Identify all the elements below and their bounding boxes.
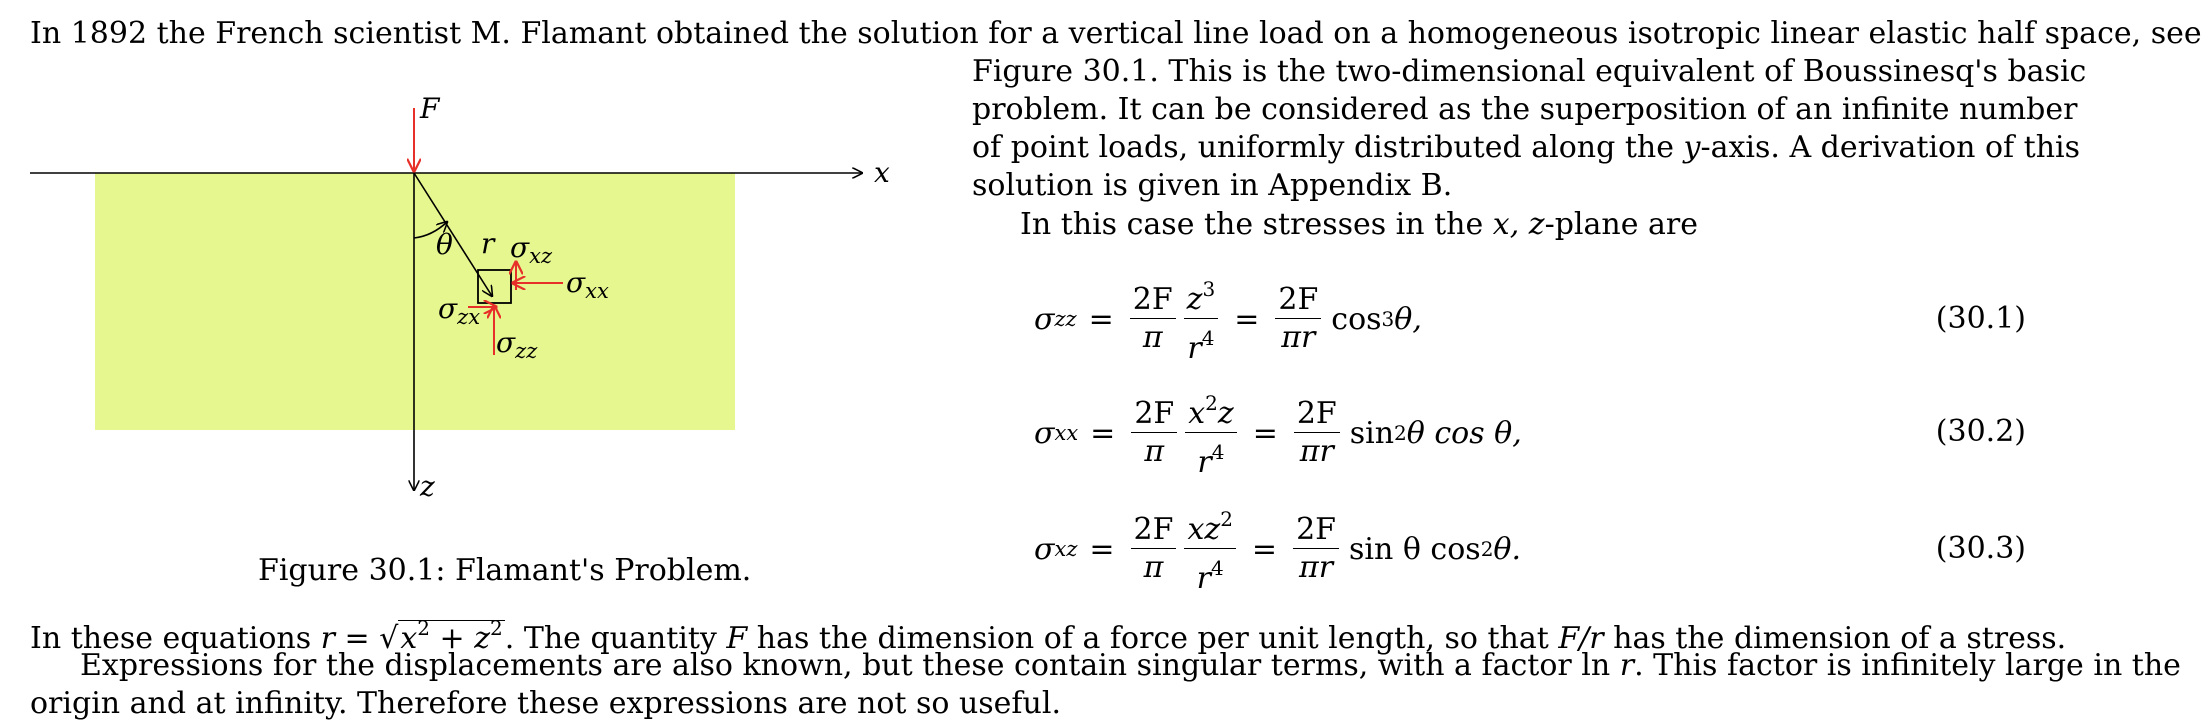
label-theta: θ xyxy=(436,228,453,261)
trig: sin θ cos xyxy=(1348,531,1481,567)
sigma: σ xyxy=(438,292,458,325)
den-base: r xyxy=(1196,561,1211,596)
fraction-3 xyxy=(1293,513,1339,585)
paragraph-1-line-1: In 1892 the French scientist M. Flamant obtained the solution for a vertical line load on a homogeneous isotropic linear elastic half space, see xyxy=(30,16,2202,51)
equation-30-3: σ xz = $\frac{2F}{\pi}$ $\frac{xz^2}{r^4}$ = $\frac{2F}{\pi r}$ sin θ cos 2 θ. xyxy=(1034,509,1521,589)
denominator: πr xyxy=(1298,550,1334,585)
text: -axis. A derivation of this xyxy=(1700,130,2081,165)
num-base: z xyxy=(1186,282,1203,317)
paragraph-1-line-2: Figure 30.1. This is the two-dimensional equivalent of Boussinesq's basic xyxy=(972,54,2087,89)
label-r: r xyxy=(481,227,495,260)
trig: sin xyxy=(1349,415,1395,451)
fraction-3 xyxy=(1275,283,1321,355)
tail: θ cos θ, xyxy=(1406,415,1522,451)
num-sup: 2 xyxy=(1205,391,1218,415)
text: In this case the stresses in the xyxy=(1020,207,1493,242)
equation-30-1: σ zz = $\frac{2F}{\pi}$ $\frac{z^3}{r^4}$ = $\frac{2F}{\pi r}$ cos 3 θ, xyxy=(1034,279,1422,359)
numerator: 2F xyxy=(1130,283,1176,319)
sub: xx xyxy=(585,279,609,303)
equation-number: (30.2) xyxy=(1935,414,2026,449)
sigma: σ xyxy=(496,326,516,359)
sub: xz xyxy=(529,244,553,268)
equation-30-2: σ xx = $\frac{2F}{\pi}$ $\frac{x^2z}{r^4}$ = $\frac{2F}{\pi r}$ sin 2 θ cos θ, xyxy=(1034,393,1522,473)
half-space-region xyxy=(95,173,735,430)
denominator: πr xyxy=(1281,320,1316,355)
numerator: 2F xyxy=(1131,513,1177,549)
lhs-sub: zz xyxy=(1054,307,1077,331)
var-F: F xyxy=(726,621,748,656)
trig-sup: 2 xyxy=(1394,421,1407,445)
paragraph-1-line-4 xyxy=(972,129,2081,167)
text: has the dimension of a force per unit length, so that xyxy=(747,621,1559,656)
den-base: r xyxy=(1197,445,1212,480)
fraction-1 xyxy=(1131,397,1177,469)
sqrt-content: $x^2 + z^2$ xyxy=(400,616,503,656)
equation-number: (30.3) xyxy=(1935,531,2026,566)
num-sup: 3 xyxy=(1202,277,1216,301)
numerator: 2F xyxy=(1294,397,1340,433)
sub: zx xyxy=(457,305,481,329)
var-r: r xyxy=(1619,648,1635,683)
sigma: σ xyxy=(1034,531,1055,567)
ln: ln xyxy=(1581,648,1620,683)
flamant-figure xyxy=(0,90,930,530)
text: Expressions for the displacements are also known, but these contain singular terms, with a factor xyxy=(80,648,1582,683)
sub: zz xyxy=(515,339,538,363)
trig-sup: 3 xyxy=(1381,307,1395,331)
figure-caption: Figure 30.1: Flamant's Problem. xyxy=(258,553,752,588)
denominator: π xyxy=(1142,320,1163,355)
fraction-3 xyxy=(1294,397,1340,469)
paragraph-4-line-2: origin and at infinity. Therefore these expressions are not so useful. xyxy=(30,686,1061,721)
var-r: r xyxy=(320,621,335,656)
sqrt-sign: √ xyxy=(379,621,399,656)
trig: cos xyxy=(1331,301,1382,337)
paragraph-1-line-3: problem. It can be considered as the superposition of an infinite number xyxy=(972,92,2078,127)
text: . This factor is infinitely large in the xyxy=(1634,648,2181,683)
label-z: z xyxy=(420,470,435,503)
equation-number: (30.1) xyxy=(1935,301,2026,336)
text: . The quantity xyxy=(504,621,727,656)
numerator: 2F xyxy=(1293,513,1339,549)
num-base: x xyxy=(1188,396,1206,431)
lhs-sub: xx xyxy=(1054,421,1079,445)
denominator: πr xyxy=(1299,434,1334,469)
fraction-2 xyxy=(1185,386,1236,480)
var-y: y xyxy=(1683,130,1701,165)
den-base: r xyxy=(1187,331,1202,366)
numerator: 2F xyxy=(1275,283,1321,319)
var-F-over-r: F/r xyxy=(1558,621,1604,656)
trig-sup: 2 xyxy=(1480,537,1494,561)
lhs-sub: xz xyxy=(1054,537,1078,561)
text: has the dimension of a stress. xyxy=(1603,621,2067,656)
sigma: σ xyxy=(510,231,530,264)
den-sup: 4 xyxy=(1201,326,1215,350)
sigma: σ xyxy=(1034,415,1055,451)
paragraph-2 xyxy=(1020,206,1698,244)
numerator: 2F xyxy=(1131,397,1177,433)
num-base: xz xyxy=(1187,512,1221,547)
den-sup: 4 xyxy=(1211,440,1225,464)
vars-xz: x, z xyxy=(1492,207,1545,242)
sigma: σ xyxy=(1034,301,1055,337)
paragraph-1-line-5: solution is given in Appendix B. xyxy=(972,168,1453,203)
sigma: σ xyxy=(566,266,586,299)
fraction-2 xyxy=(1184,272,1219,366)
tail: θ. xyxy=(1493,531,1522,567)
tail: θ, xyxy=(1394,301,1422,337)
label-x: x xyxy=(874,156,890,189)
equals: = xyxy=(335,621,380,656)
label-F: F xyxy=(420,92,440,125)
fraction-1 xyxy=(1131,513,1177,585)
paragraph-4-line-1 xyxy=(80,647,2181,685)
num-sup: 2 xyxy=(1220,507,1233,531)
text: -plane are xyxy=(1544,207,1699,242)
den-sup: 4 xyxy=(1210,556,1224,580)
fraction-2 xyxy=(1184,502,1235,596)
text: of point loads, uniformly distributed along the xyxy=(972,130,1684,165)
text: In these equations xyxy=(30,621,321,656)
denominator: π xyxy=(1143,550,1164,585)
num-rest: z xyxy=(1217,396,1234,431)
fraction-1 xyxy=(1130,283,1176,355)
denominator: π xyxy=(1144,434,1165,469)
